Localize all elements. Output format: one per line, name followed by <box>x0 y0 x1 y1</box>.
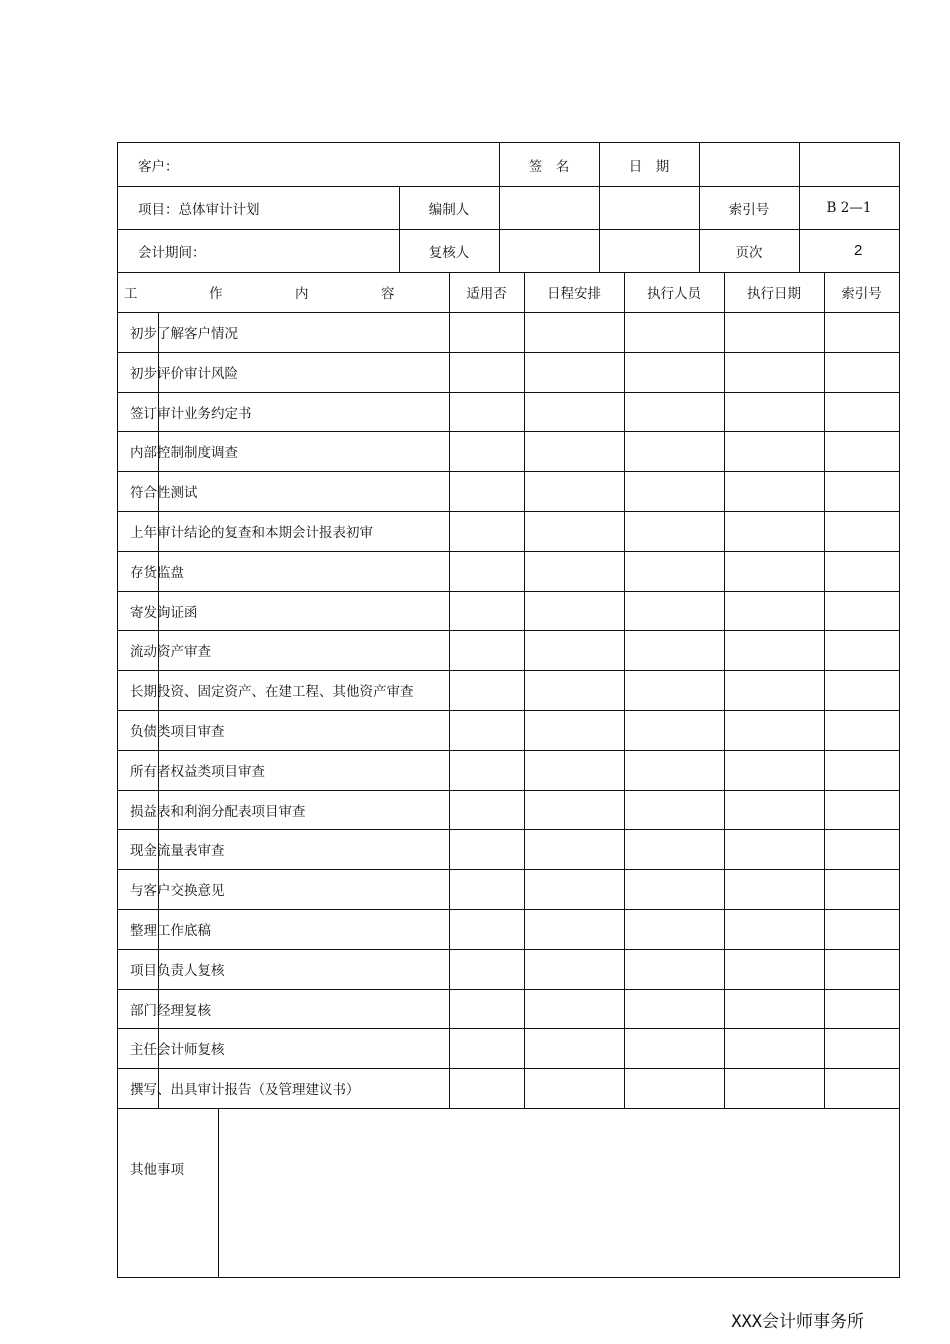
col-work-4: 容 <box>381 286 395 302</box>
divider <box>118 431 899 432</box>
divider <box>118 909 899 910</box>
firm-name: XXX会计师事务所 <box>731 1312 864 1332</box>
divider <box>118 869 899 870</box>
table-row-label: 损益表和利润分配表项目审查 <box>130 803 306 820</box>
divider <box>118 551 899 552</box>
table-row-label: 部门经理复核 <box>130 1002 211 1019</box>
date-label: 日 期 <box>628 158 670 175</box>
divider <box>499 186 500 272</box>
divider <box>624 272 625 1108</box>
divider <box>118 790 899 791</box>
col-schedule: 日程安排 <box>547 286 601 302</box>
divider <box>118 352 899 353</box>
table-row-label: 与客户交换意见 <box>130 883 225 900</box>
col-work-3: 内 <box>295 286 309 302</box>
divider <box>824 272 825 1108</box>
other-matters-label: 其他事项 <box>130 1162 184 1178</box>
page-label: 页次 <box>735 244 763 261</box>
divider <box>118 949 899 950</box>
table-row-label: 上年审计结论的复查和本期会计报表初审 <box>130 525 373 541</box>
period-label: 会计期间： <box>138 244 206 261</box>
col-exec-date: 执行日期 <box>747 286 801 302</box>
col-executor: 执行人员 <box>647 286 701 302</box>
divider <box>118 591 899 592</box>
table-row-label: 所有者权益类项目审查 <box>130 763 265 780</box>
table-row-label: 项目负责人复核 <box>130 962 225 979</box>
divider <box>118 750 899 751</box>
divider <box>724 272 725 1108</box>
signature-label: 签 名 <box>528 158 570 175</box>
table-row-label: 初步了解客户情况 <box>130 326 238 342</box>
divider <box>118 511 899 512</box>
table-row-label: 负债类项目审查 <box>130 724 225 740</box>
page-value: 2 <box>854 242 863 259</box>
divider <box>118 1068 899 1069</box>
table-row-label: 撰写、出具审计报告（及管理建议书） <box>130 1082 360 1099</box>
index-value: B 2—1 <box>826 199 872 216</box>
table-row-label: 符合性测试 <box>130 485 198 502</box>
table-row-label: 签订审计业务约定书 <box>130 405 252 422</box>
divider <box>118 471 899 472</box>
table-row-label: 整理工作底稿 <box>130 923 211 939</box>
divider <box>118 670 899 671</box>
reviewer-label: 复核人 <box>428 244 470 261</box>
col-work-2: 作 <box>209 286 223 302</box>
preparer-label: 编制人 <box>428 201 470 218</box>
col-work-1: 工 <box>124 286 138 302</box>
table-row-label: 长期投资、固定资产、在建工程、其他资产审查 <box>130 684 414 701</box>
divider <box>118 630 899 631</box>
divider <box>118 1028 899 1029</box>
audit-plan-table <box>117 142 900 1278</box>
col-applicable: 适用否 <box>466 286 507 302</box>
project-label: 项目：总体审计计划 <box>138 201 260 218</box>
divider <box>118 829 899 830</box>
divider <box>118 392 899 393</box>
divider <box>449 272 450 1108</box>
divider <box>118 989 899 990</box>
table-row-label: 主任会计师复核 <box>130 1042 225 1059</box>
divider <box>118 1108 899 1109</box>
table-row-label: 内部控制制度调查 <box>130 445 238 462</box>
table-row-label: 流动资产审查 <box>130 644 211 661</box>
divider <box>524 272 525 1108</box>
table-row-label: 存货监盘 <box>130 564 184 581</box>
table-row-label: 现金流量表审查 <box>130 843 225 860</box>
index-label: 索引号 <box>728 201 770 218</box>
divider <box>118 710 899 711</box>
client-label: 客户： <box>138 158 179 175</box>
table-row-label: 初步评价审计风险 <box>130 365 238 382</box>
divider <box>218 1108 219 1277</box>
table-row-label: 寄发询证函 <box>130 604 198 621</box>
col-index-no: 索引号 <box>841 286 882 302</box>
